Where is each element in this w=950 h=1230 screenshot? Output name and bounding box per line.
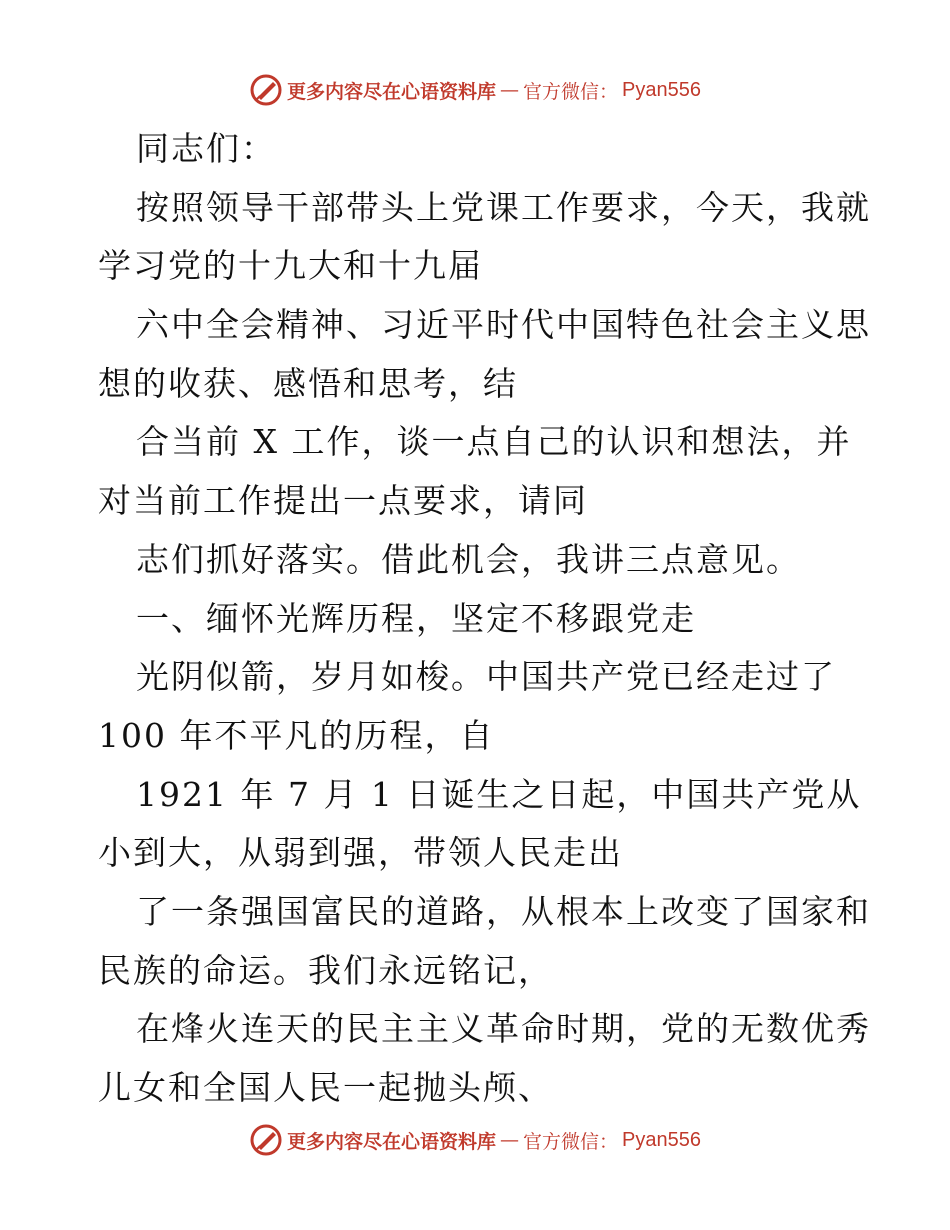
- banner-dash: —: [500, 79, 520, 101]
- text-line: 100 年不平凡的历程，自: [98, 715, 495, 755]
- text-line: 同志们：: [136, 129, 276, 168]
- banner-content: [249, 73, 701, 107]
- text-line: 1921 年 7 月 1 日诞生之日起，中国共产党从: [136, 774, 862, 814]
- banner-wechat-label: 官方微信：: [523, 1130, 619, 1153]
- document-body: [98, 120, 871, 1118]
- text-line: 六中全会精神、习近平时代中国特色社会主义思: [136, 305, 871, 345]
- text-line: 小到大，从弱到强，带领人民走出: [98, 833, 623, 873]
- banner-content: [249, 1123, 701, 1157]
- banner-dash: —: [500, 1129, 520, 1151]
- banner-wechat-id: Pyan556: [622, 78, 701, 101]
- text-line: 志们抓好落实。借此机会，我讲三点意见。: [136, 539, 801, 579]
- text-line: 光阴似箭，岁月如梭。中国共产党已经走过了: [136, 657, 836, 697]
- banner-title: 更多内容尽在心语资料库: [287, 80, 497, 103]
- text-line: 对当前工作提出一点要求，请同: [98, 481, 588, 521]
- pen-logo-icon: [249, 1123, 283, 1157]
- text-line: 合当前 X 工作，谈一点自己的认识和想法，并: [136, 422, 852, 462]
- text-line: 在烽火连天的民主主义革命时期，党的无数优秀: [136, 1009, 871, 1049]
- banner-wechat-id: Pyan556: [622, 1128, 701, 1151]
- text-line: 学习党的十九大和十九届: [98, 246, 483, 286]
- text-line: 想的收获、感悟和思考，结: [98, 363, 518, 403]
- text-line: 儿女和全国人民一起抛头颅、: [98, 1068, 553, 1107]
- text-line: 民族的命运。我们永远铭记，: [98, 950, 553, 990]
- footer-banner: [0, 1120, 950, 1160]
- banner-title: 更多内容尽在心语资料库: [287, 1130, 497, 1153]
- text-line: 按照领导干部带头上党课工作要求，今天，我就: [136, 187, 871, 227]
- banner-wechat-label: 官方微信：: [523, 80, 619, 103]
- section-heading: 一、缅怀光辉历程，坚定不移跟党走: [136, 598, 696, 638]
- text-line: 了一条强国富民的道路，从根本上改变了国家和: [136, 891, 871, 931]
- header-banner: [0, 70, 950, 110]
- pen-logo-icon: [249, 73, 283, 107]
